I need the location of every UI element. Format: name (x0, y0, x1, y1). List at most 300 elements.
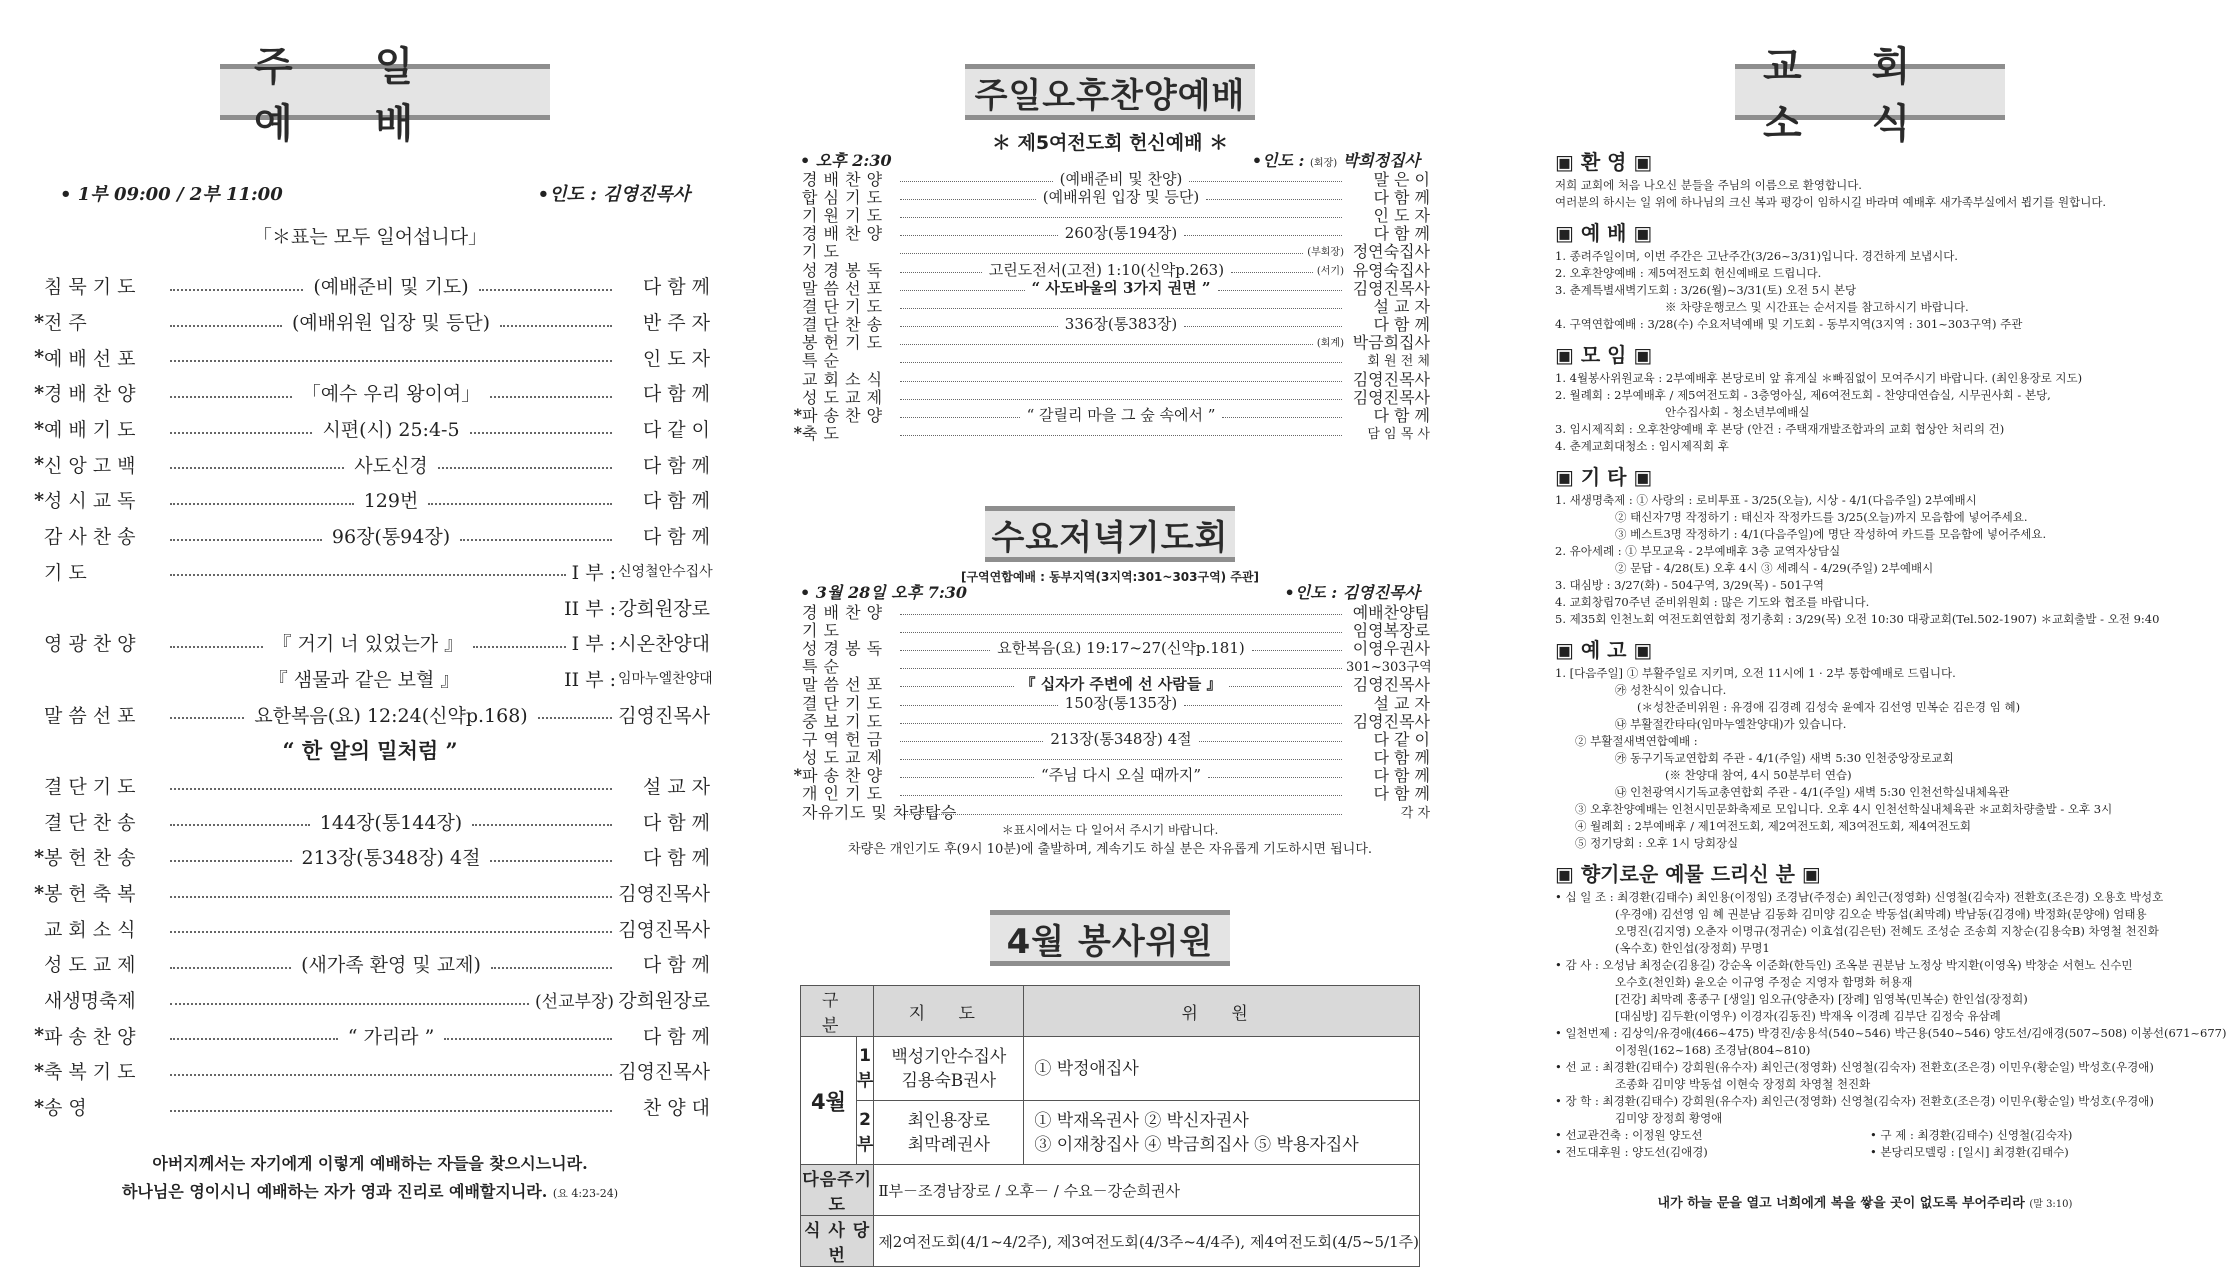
order-detail: 고린도전서(고전) 1:10(신약p.263) (988, 260, 1225, 279)
dot-leader (1231, 272, 1313, 273)
dot-leader (900, 308, 1342, 309)
news-line: 여러분의 하시는 일 위에 하나님의 크신 복과 평강이 임하시길 바라며 예배후 새가족부실에서 뵙기를 원합니다. (1555, 195, 2107, 209)
order-detail: 96장(통94장) (331, 526, 451, 549)
order-label: 파 송 찬 양 (802, 766, 883, 786)
service-2-leaders (874, 1101, 1024, 1165)
order-person: 유영숙집사 (1352, 260, 1430, 280)
news-line: ㉮ 성찬식이 있습니다. (1615, 683, 1727, 697)
order-label: 기 원 기 도 (802, 205, 883, 225)
afternoon-time: • 오후 2:30 (800, 151, 892, 170)
order-person: 임마누엘찬양대 (618, 671, 713, 688)
news-line: ③ 베스트3명 작정하기 : 4/1(다음주일)에 명단 작성하여 카드를 모음함에 넣어주세요. (1615, 527, 2047, 541)
order-row (30, 661, 713, 697)
order-person: 설 교 자 (1373, 296, 1430, 316)
order-label: 경 배 찬 양 (802, 602, 883, 622)
dot-leader (900, 777, 1034, 778)
order-role: II 부 : (564, 597, 616, 620)
order-label: 성 도 교 제 (44, 954, 136, 977)
order-detail: 260장(통194장) (1064, 224, 1178, 243)
order-label: 구 역 헌 금 (802, 729, 883, 749)
dot-leader (170, 467, 344, 469)
news-line: • 십 일 조 : 최경환(김태수) 최인용(이정임) 조경남(주정순) 최인근(정영화) 신영철(김숙자) 전환호(조은경) 오용호 박성호 (1555, 890, 2164, 904)
order-label: 경 배 찬 양 (44, 383, 136, 406)
order-role: I 부 : (571, 633, 617, 656)
offering-item: • 선교관건축 : 이정원 양도선 (1555, 1128, 1703, 1142)
order-row (790, 424, 1430, 442)
news-line: • 감 사 : 오성남 최정순(김용길) 강순옥 이준화(한득인) 조옥분 권분남 노정상 박지환(이영옥) 박창순 서현노 신수민 (1555, 958, 2133, 972)
news-line: 3. 대심방 : 3/27(화) - 504구역, 3/29(목) - 501구역 (1555, 578, 1824, 592)
order-person: 설 교 자 (642, 775, 710, 798)
service-2-leader-b: 최막례권사 (907, 1134, 990, 1155)
verse-line-2: 하나님은 영이시니 예배하는 자가 영과 진리로 예배할지니라. (121, 1182, 548, 1201)
service-1-leader-b: 김용숙B권사 (901, 1070, 997, 1091)
dot-leader (900, 253, 1303, 254)
dot-leader (170, 1038, 338, 1040)
afternoon-worship-subtitle: ＊ 제5여전도회 헌신예배 ＊ (991, 132, 1229, 154)
order-detail: 213장(통348장) 4절 (1050, 729, 1192, 748)
order-person: 다 함 께 (642, 811, 711, 834)
news-line: ④ 월례회 : 2부예배후 / 제1여전도회, 제2여전도회, 제3여전도회, 제4여전도회 (1575, 819, 1971, 833)
news-line: 2. 월례회 : 2부예배후 / 제5여전도회 - 3층영아실, 제6여전도회 - 찬양대연습실, 시무권사회 - 본당, (1555, 388, 2051, 402)
news-line: ㉮ 동구기독교연합회 주관 - 4/1(주일) 새벽 5:30 인천중앙장로교회 (1615, 751, 1954, 765)
dot-leader (170, 1110, 612, 1112)
dot-leader (491, 967, 612, 969)
order-person: 김영진목사 (1352, 278, 1430, 298)
order-person: 인 도 자 (1373, 205, 1430, 225)
order-person: 담 임 목 사 (1367, 427, 1430, 443)
offering-item: • 전도대후원 : 양도선(김애경) (1555, 1145, 1708, 1159)
news-section-heading: ▣ 예 고 ▣ (1555, 638, 1653, 662)
order-row (30, 839, 710, 875)
order-label: 성 경 봉 독 (802, 260, 883, 280)
order-detail: 「예수 우리 왕이여」 (301, 383, 481, 406)
order-row (30, 910, 710, 946)
order-label: 경 배 찬 양 (802, 169, 883, 189)
news-line: 저희 교회에 처음 나오신 분들을 주님의 이름으로 환영합니다. (1555, 178, 1862, 192)
order-label: 기 도 (802, 620, 840, 640)
news-line: ② 문답 - 4/28(토) 오후 4시 ③ 세례식 - 4/29(주일) 2부예배시 (1615, 561, 1934, 575)
wednesday-prayer-subtitle: [구역연합예배 : 동부지역(3지역:301~303구역) 주관] (960, 570, 1260, 584)
news-line: 4. 춘계교회대청소 : 임시제직회 후 (1555, 439, 1729, 453)
dot-leader (900, 705, 1058, 706)
order-person: 다 함 께 (642, 954, 710, 977)
wednesday-prayer-title: 수요저녁기도회 (985, 506, 1235, 562)
offering-item: • 구 제 : 최경환(김태수) 신영철(김숙자) (1870, 1128, 2073, 1142)
order-person: 설 교 자 (1373, 693, 1430, 713)
sunday-worship-title: 주 일 예 배 (220, 64, 550, 120)
order-person: 시온찬양대 (618, 633, 711, 656)
order-label: 기 도 (44, 561, 87, 584)
dot-leader (438, 467, 612, 469)
news-line: ㉯ 인천광역시기독교총연합회 주관 - 4/1(주일) 새벽 5:30 인천선학실내체육관 (1615, 785, 2010, 799)
order-person: 다 함 께 (642, 276, 711, 299)
dot-leader (1218, 290, 1343, 291)
dot-leader (479, 289, 612, 291)
order-role: (회계) (1316, 338, 1344, 350)
news-line: 3. 임시제직회 : 오후찬양예배 후 본당 (안건 : 주택재개발조합과의 교회 협상안 처리의 건) (1555, 422, 2005, 436)
order-role: (부회장) (1307, 247, 1344, 259)
sunday-worship-column (30, 0, 713, 1240)
news-line: ※ 차량운행코스 및 시간표는 순서지를 참고하시기 바랍니다. (1665, 300, 1969, 314)
order-label: 자유기도 및 차량탑승 (802, 802, 957, 822)
sunday-footer-verse (30, 1150, 710, 1208)
dot-leader (170, 325, 282, 327)
dot-leader (538, 717, 612, 719)
order-row (30, 946, 710, 982)
dot-leader (460, 539, 612, 541)
news-line: 안수집사회 - 청소년부예배실 (1665, 405, 1810, 419)
order-person: 말 은 이 (1373, 169, 1431, 189)
dot-leader (900, 795, 1342, 796)
order-row (30, 1089, 710, 1125)
news-line: 오수호(천인화) 윤오순 이규영 주정순 지영자 함명화 허용재 (1615, 975, 1913, 989)
dot-leader (1252, 650, 1342, 651)
order-label: 예 배 선 포 (44, 347, 136, 370)
order-detail: 『 샘물과 같은 보혈 』 (268, 668, 460, 691)
order-person: 예배찬양팀 (1352, 602, 1430, 622)
col-header-division: 구 분 (801, 986, 874, 1037)
dot-leader (428, 503, 612, 505)
news-section-heading: ▣ 환 영 ▣ (1555, 150, 1653, 174)
order-detail: 『 거기 너 있었는가 』 (272, 633, 464, 656)
order-label: 교 회 소 식 (802, 369, 883, 389)
dot-leader (170, 931, 612, 933)
dot-leader (900, 614, 1342, 615)
order-row (30, 268, 710, 304)
order-role: (서기) (1316, 265, 1344, 277)
dot-leader (170, 646, 263, 648)
news-line: 1. 새생명축제 : ① 사랑의 : 로비투표 - 3/25(오늘), 시상 - 4/1(다음주일) 2부예배시 (1555, 493, 1977, 507)
order-person: 다 함 께 (642, 383, 710, 406)
afternoon-services-column (790, 0, 1432, 1266)
order-person: 다 함 께 (1373, 224, 1430, 244)
order-label: 새생명축제 (44, 990, 136, 1013)
news-line: 이정원(162~168) 조경남(804~810) (1615, 1043, 1811, 1057)
standing-mark: * (34, 488, 44, 511)
news-line: 3. 춘계특별새벽기도회 : 3/26(월)~3/31(토) 오전 5시 본당 (1555, 283, 1857, 297)
dot-leader (1184, 326, 1342, 327)
sunday-order-list (30, 268, 713, 1125)
afternoon-worship-title: 주일오후찬양예배 (965, 64, 1255, 120)
order-person: 다 함 께 (642, 847, 710, 870)
dot-leader (170, 539, 322, 541)
order-label: 신 앙 고 백 (44, 454, 136, 477)
dot-leader (900, 723, 1342, 724)
standing-mark: * (34, 453, 44, 476)
dot-leader (1184, 235, 1342, 236)
order-person: 다 함 께 (1373, 784, 1430, 804)
order-person: 이영우권사 (1352, 638, 1430, 658)
news-footer-text: 내가 하늘 문을 열고 너희에게 복을 쌓을 곳이 없도록 부어주리라 (1657, 1196, 2025, 1211)
news-line: [건강] 최막례 홍종구 [생일] 임오규(양춘자) [장례] 임영복(민복순) 한인섭(장정희) (1615, 992, 2028, 1006)
dot-leader (900, 814, 1342, 815)
standing-mark: * (34, 310, 44, 333)
order-detail: 129번 (363, 490, 419, 513)
offering-item: • 본당리모델링 : [일시] 최경환(김태수) (1870, 1145, 2069, 1159)
order-label: 특 순 (802, 351, 840, 371)
dot-leader (170, 289, 303, 291)
order-person: 다 함 께 (1373, 748, 1430, 768)
offering-pair (1555, 1144, 2185, 1161)
order-detail: 『 십자가 주변에 선 사람들 』 (1020, 675, 1222, 694)
news-line: 4. 교회창립70주년 준비위원회 : 많은 기도와 협조를 바랍니다. (1555, 595, 1870, 609)
dot-leader (170, 896, 612, 898)
order-person: 정연숙집사 (1352, 242, 1430, 262)
order-detail: 요한복음(요) 19:17~27(신약p.181) (997, 638, 1245, 657)
month-cell: 4월 (801, 1037, 857, 1165)
dot-leader (170, 967, 291, 969)
news-section-heading: ▣ 모 임 ▣ (1555, 343, 1653, 367)
dot-leader (170, 717, 244, 719)
order-label: 송 영 (44, 1097, 87, 1120)
order-detail: (예배준비 및 기도) (313, 276, 469, 299)
dot-leader (170, 574, 566, 576)
order-label: 기 도 (802, 242, 840, 262)
news-footer-verse (1545, 1192, 2185, 1211)
col-header-leader: 지 도 (874, 986, 1024, 1037)
order-person: 강희원장로 (618, 990, 710, 1013)
order-label: 말 씀 선 포 (802, 278, 883, 298)
dot-leader (900, 381, 1342, 382)
dot-leader (1208, 777, 1342, 778)
standing-mark: * (793, 765, 802, 785)
worship-leader: •인도 : 김영진목사 (537, 184, 690, 205)
order-detail: 213장(통348장) 4절 (301, 847, 481, 870)
order-person: 강희원장로 (618, 597, 710, 620)
news-line: 2. 오후찬양예배 : 제5여전도회 헌신예배로 드립니다. (1555, 266, 1822, 280)
news-line: 5. 제35회 인천노회 여전도회연합회 정기총회 : 3/29(목) 오전 10:30 대광교회(Tel.502-1907) ＊교회출발 - 오전 9:40 (1555, 612, 2160, 626)
order-label: 예 배 기 도 (44, 419, 136, 442)
standing-note: ＊표시에서는 다 일어서 주시기 바랍니다. (1001, 823, 1219, 837)
dot-leader (170, 432, 312, 434)
order-person: 임영복장로 (1352, 620, 1430, 640)
vehicle-note: 차량은 개인기도 후(9시 10분)에 출발하며, 계속기도 하실 분은 자유롭게 기도하시면 됩니다. (847, 842, 1373, 857)
dot-leader (170, 503, 354, 505)
order-detail: 144장(통144장) (319, 811, 463, 834)
order-detail: 시편(시) 25:4-5 (322, 419, 460, 442)
wednesday-order-list (790, 602, 1430, 820)
order-row (30, 411, 710, 447)
news-line: 2. 유아세례 : ① 부모교육 - 2부예배후 3층 교역자상담실 (1555, 544, 1841, 558)
order-label: 파 송 찬 양 (44, 1025, 136, 1048)
order-row (30, 482, 710, 518)
order-person: 김영진목사 (1352, 369, 1430, 389)
news-line: ② 태신자7명 작정하기 : 태신자 작정카드를 3/25(오늘)까지 모음함에 넣어주세요. (1615, 510, 2028, 524)
order-label: 말 씀 선 포 (44, 704, 136, 727)
order-label: 교 회 소 식 (44, 918, 136, 941)
dot-leader (900, 199, 1036, 200)
dot-leader (472, 824, 612, 826)
order-person: 인 도 자 (642, 347, 710, 370)
order-person: 301~303구역 (1346, 660, 1432, 676)
order-label: 경 배 찬 양 (802, 224, 883, 244)
meal-duty-text: 제2여전도회(4/1~4/2주), 제3여전도회(4/3주~4/4주), 제4여전도회(4/5~5/1주) (874, 1216, 1420, 1267)
dot-leader (900, 326, 1058, 327)
order-person: 김영진목사 (1352, 675, 1431, 695)
service-1-cell: 1부 (856, 1037, 873, 1101)
dot-leader (170, 1074, 612, 1076)
verse-line-1: 아버지께서는 자기에게 이렇게 예배하는 자들을 찾으시느니라. (152, 1154, 588, 1173)
meal-duty-label: 식 사 당 번 (801, 1216, 874, 1267)
order-label: 성 도 교 제 (802, 387, 883, 407)
wednesday-notes (790, 820, 1430, 860)
order-row (30, 446, 710, 482)
order-row (30, 803, 710, 839)
dot-leader (490, 860, 612, 862)
service-1-leaders (874, 1037, 1024, 1101)
news-line: [대심방] 김두환(이영우) 이경자(김동진) 박재옥 이경례 김부단 김정숙 유삼례 (1615, 1009, 2001, 1023)
order-detail: “ 사도바울의 3가지 권면 ” (1031, 278, 1211, 297)
order-detail: “ 가리라 ” (347, 1025, 435, 1048)
order-row (30, 554, 713, 590)
order-person: 김영진목사 (618, 918, 710, 941)
order-row (30, 304, 710, 340)
service-2-members-line-2: ③ 이재창집사 ④ 박금희집사 ⑤ 박용자집사 (1034, 1134, 1359, 1155)
order-row (790, 802, 1430, 820)
afternoon-leader-name: 박희정집사 (1342, 151, 1420, 170)
order-person: 다 함 께 (642, 526, 710, 549)
order-label: 감 사 찬 송 (44, 526, 136, 549)
news-line: ㉯ 부활절칸타타(임마누엘찬양대)가 있습니다. (1615, 717, 1847, 731)
offering-pair (1555, 1127, 2185, 1144)
order-label: 성 경 봉 독 (802, 638, 883, 658)
order-row (30, 339, 710, 375)
col-header-members: 위 원 (1024, 986, 1420, 1037)
wednesday-time: • 3월 28일 오후 7:30 (800, 583, 968, 602)
order-label: 봉 헌 기 도 (802, 333, 883, 353)
order-row (30, 518, 710, 554)
order-detail: 150장(통135장) (1064, 693, 1178, 712)
order-row (30, 875, 710, 911)
dot-leader (473, 646, 566, 648)
order-label: 봉 헌 축 복 (44, 883, 136, 906)
standing-mark: * (34, 381, 44, 404)
order-person: 박금희집사 (1352, 333, 1430, 353)
order-row (30, 1053, 710, 1089)
april-volunteers-title: 4월 봉사위원 (990, 910, 1230, 966)
order-person: 김영진목사 (618, 883, 710, 906)
church-news-body (1555, 140, 2226, 1161)
order-detail: “ 갈릴리 마을 그 숲 속에서 ” (1026, 406, 1216, 425)
news-line: 김미양 장정희 황영애 (1615, 1111, 1723, 1125)
order-row (30, 696, 710, 732)
standing-mark: * (34, 1024, 44, 1047)
order-detail: (예배준비 및 찬양) (1059, 169, 1183, 188)
dot-leader (170, 396, 292, 398)
standing-note: 「＊표는 모두 일어섭니다」 (252, 226, 488, 248)
order-person: 김영진목사 (1352, 711, 1430, 731)
service-1-members: ① 박정애집사 (1024, 1037, 1420, 1101)
order-person: 반 주 자 (642, 312, 711, 335)
news-line: (＊성찬준비위원 : 유경애 김경례 김성숙 윤예자 김선영 민복순 김은경 임 혜) (1637, 700, 2021, 714)
order-label: 결 단 기 도 (802, 296, 883, 316)
order-person: 다 함 께 (1373, 187, 1431, 207)
order-role: II 부 : (564, 668, 616, 691)
order-row (30, 768, 710, 804)
dot-leader (1189, 181, 1342, 182)
dot-leader (500, 325, 612, 327)
order-row (30, 589, 710, 625)
order-person: 김영진목사 (1352, 387, 1430, 407)
news-line: 1. 4월봉사위원교육 : 2부예배후 본당로비 앞 휴게실 ＊빠짐없이 모여주시기 바랍니다. (최인용장로 지도) (1555, 371, 2083, 385)
news-section-heading: ▣ 기 타 ▣ (1555, 465, 1653, 489)
standing-mark: * (34, 1059, 44, 1082)
dot-leader (1206, 199, 1342, 200)
service-1-leader-a: 백성기안수집사 (891, 1046, 1007, 1067)
news-line: ③ 오후찬양예배는 인천시민문화축제로 모입니다. 오후 4시 인천선학실내체육관 ＊교회차량출발 - 오후 3시 (1575, 802, 2113, 816)
dot-leader (1229, 686, 1343, 687)
dot-leader (900, 181, 1053, 182)
dot-leader (170, 1003, 529, 1005)
news-line: 오명진(김지영) 오춘자 이명규(정귀순) 이효섭(김은턴) 전혜도 조성순 조송희 지창순(김용숙B) 차영철 천진화 (1615, 924, 2159, 938)
order-label: 합 심 기 도 (802, 187, 883, 207)
order-person: 각 자 (1400, 805, 1430, 821)
dot-leader (1222, 417, 1342, 418)
dot-leader (1199, 741, 1342, 742)
order-person: 신영철안수집사 (618, 564, 713, 581)
order-person: 다 같 이 (642, 419, 711, 442)
wednesday-leader: •인도 : 김영진목사 (1284, 583, 1420, 602)
standing-mark: * (793, 423, 802, 443)
standing-mark: * (34, 1095, 44, 1118)
order-row (30, 1017, 710, 1053)
service-2-cell: 2부 (856, 1101, 873, 1165)
dot-leader (900, 435, 1342, 436)
order-label: 침 묵 기 도 (44, 276, 136, 299)
order-label: 봉 헌 찬 송 (44, 847, 136, 870)
dot-leader (900, 417, 1020, 418)
order-label: 결 단 기 도 (802, 693, 883, 713)
afternoon-leader-label: •인도 : (1251, 151, 1305, 170)
dot-leader (900, 344, 1313, 345)
next-prayer-label: 다음주기도 (801, 1165, 874, 1216)
next-prayer-text: Ⅱ부－조경남장로 / 오후－ / 수요－강순희권사 (874, 1165, 1420, 1216)
standing-mark: * (34, 417, 44, 440)
order-person: 찬 양 대 (642, 1097, 710, 1120)
news-line: ⑤ 정기당회 : 오후 1시 당회장실 (1575, 836, 1739, 850)
dot-leader (900, 668, 1342, 669)
news-line: • 장 학 : 최경환(김태수) 강희원(유수자) 최인근(정영화) 신영철(김숙자) 전환호(조은경) 이민우(황순일) 박성호(우경애) (1555, 1094, 2154, 1108)
dot-leader (170, 788, 612, 790)
dot-leader (900, 686, 1014, 687)
order-row (30, 982, 710, 1018)
verse-reference: (요 4:23-24) (552, 1187, 619, 1200)
order-label: 성 시 교 독 (44, 490, 136, 513)
order-label: 성 도 교 제 (802, 748, 883, 768)
news-line: (옥수호) 한인섭(장정희) 무명1 (1615, 941, 1770, 955)
order-detail: 336장(통383장) (1064, 315, 1178, 334)
news-section-heading: ▣ 향기로운 예물 드리신 분 ▣ (1555, 862, 1821, 886)
order-person: 다 함 께 (642, 1025, 711, 1048)
dot-leader (170, 860, 292, 862)
dot-leader (490, 396, 612, 398)
standing-mark: * (34, 346, 44, 369)
order-label: 결 단 찬 송 (802, 315, 883, 335)
news-line: (※ 찬양대 참여, 4시 50분부터 연습) (1665, 768, 1852, 782)
news-line: 1. 종려주일이며, 이번 주간은 고난주간(3/26~3/31)입니다. 경건하게 보냅시다. (1555, 249, 1958, 263)
standing-mark: * (793, 405, 802, 425)
dot-leader (900, 272, 982, 273)
news-line: 1. [다음주일] ① 부활주일로 지키며, 오전 11시에 1 · 2부 통합예배로 드립니다. (1555, 666, 1956, 680)
news-section-heading: ▣ 예 배 ▣ (1555, 221, 1653, 245)
order-role: I 부 : (571, 561, 616, 584)
order-label: 영 광 찬 양 (44, 633, 136, 656)
dot-leader (900, 650, 990, 651)
service-2-leader-a: 최인용장로 (907, 1110, 990, 1131)
order-detail: 요한복음(요) 12:24(신약p.168) (254, 704, 528, 727)
dot-leader (170, 824, 310, 826)
service-2-members-line-1: ① 박재옥권사 ② 박신자권사 (1034, 1110, 1249, 1131)
